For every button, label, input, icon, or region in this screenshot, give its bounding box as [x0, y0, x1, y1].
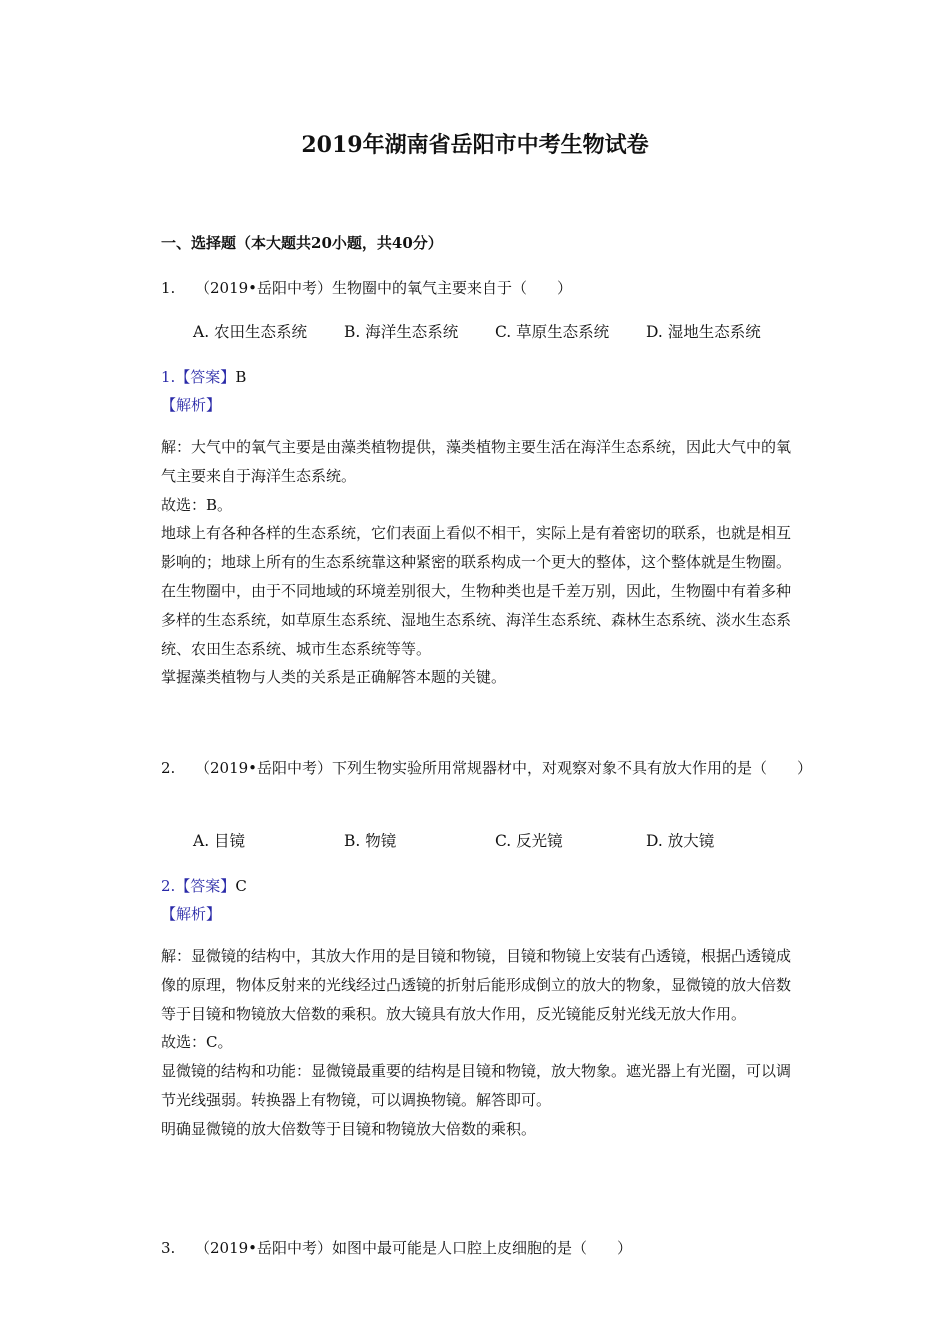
analysis-paragraph: 显微镜的结构和功能：显微镜最重要的结构是目镜和物镜，放大物象。遮光器上有光圈，可以调节光线强弱。转换器上有物镜，可以调换物镜。解答即可。 — [161, 1062, 792, 1109]
option-a: A. 农田生态系统 — [193, 323, 308, 341]
option-c: C. 草原生态系统 — [495, 323, 610, 341]
analysis-paragraph: 故选：C。 — [161, 1033, 233, 1052]
option-c: C. 反光镜 — [495, 832, 563, 850]
analysis-paragraph: 故选：B。 — [161, 495, 233, 514]
question-1-options — [193, 320, 797, 342]
question-stem: （2019•岳阳中考）生物圈中的氧气主要来自于（ ） — [195, 279, 573, 297]
question-1 — [161, 274, 815, 302]
analysis-paragraph: 明确显微镜的放大倍数等于目镜和物镜放大倍数的乘积。 — [161, 1119, 537, 1138]
answer-value: C — [235, 877, 247, 895]
answer-value: B — [235, 368, 247, 386]
answer-label: 1.【答案】 — [161, 368, 236, 386]
document-title: 2019年湖南省岳阳市中考生物试卷 — [301, 132, 649, 158]
analysis-label-1: 【解析】 — [161, 396, 222, 414]
question-2-options — [193, 829, 797, 851]
question-3 — [161, 1234, 815, 1262]
option-b: B. 海洋生态系统 — [344, 323, 459, 341]
option-d: D. 湿地生态系统 — [646, 323, 761, 341]
question-2 — [161, 754, 815, 782]
analysis-label-2: 【解析】 — [161, 905, 222, 923]
answer-2 — [161, 875, 247, 896]
answer-1 — [161, 366, 246, 387]
option-d: D. 放大镜 — [646, 832, 715, 850]
question-number: 2. — [161, 759, 176, 777]
question-stem: （2019•岳阳中考）下列生物实验所用常规器材中，对观察对象不具有放大作用的是（ ） — [195, 759, 813, 777]
analysis-paragraph: 解：显微镜的结构中，其放大作用的是目镜和物镜，目镜和物镜上安装有凸透镜，根据凸透镜成像的原理，物体反射来的光线经过凸透镜的折射后能形成倒立的放大的物象，显微镜的放大倍数等于目镜和物镜放大倍数的乘积。放大镜具有放大作用，反光镜能反射光线无放大作用。 — [161, 947, 792, 1023]
option-a: A. 目镜 — [193, 832, 246, 850]
question-number: 1. — [161, 279, 176, 297]
analysis-paragraph: 解：大气中的氧气主要是由藻类植物提供，藻类植物主要生活在海洋生态系统，因此大气中的氧气主要来自于海洋生态系统。 — [161, 438, 792, 485]
question-stem: （2019•岳阳中考）如图中最可能是人口腔上皮细胞的是（ ） — [195, 1239, 633, 1257]
analysis-paragraph: 地球上有各种各样的生态系统，它们表面上看似不相干，实际上是有着密切的联系，也就是相互影响的；地球上所有的生态系统靠这种紧密的联系构成一个更大的整体，这个整体就是生物圈。在生物圈中，由于不同地域的环境差别很大，生物种类也是千差万别，因此，生物圈中有着多种多样的生态系统，如草原生态系统、湿地生态系统、海洋生态系统、森林生态系统、淡水生态系统、农田生态系统、城市生态系统等等。 — [161, 524, 792, 658]
analysis-paragraph: 掌握藻类植物与人类的关系是正确解答本题的关键。 — [161, 668, 507, 687]
option-b: B. 物镜 — [344, 832, 397, 850]
analysis-2 — [161, 942, 793, 1144]
answer-label: 2.【答案】 — [161, 877, 236, 895]
section-heading: 一、选择题（本大题共20小题，共40分） — [161, 234, 443, 252]
analysis-1 — [161, 433, 793, 692]
question-number: 3. — [161, 1239, 176, 1257]
